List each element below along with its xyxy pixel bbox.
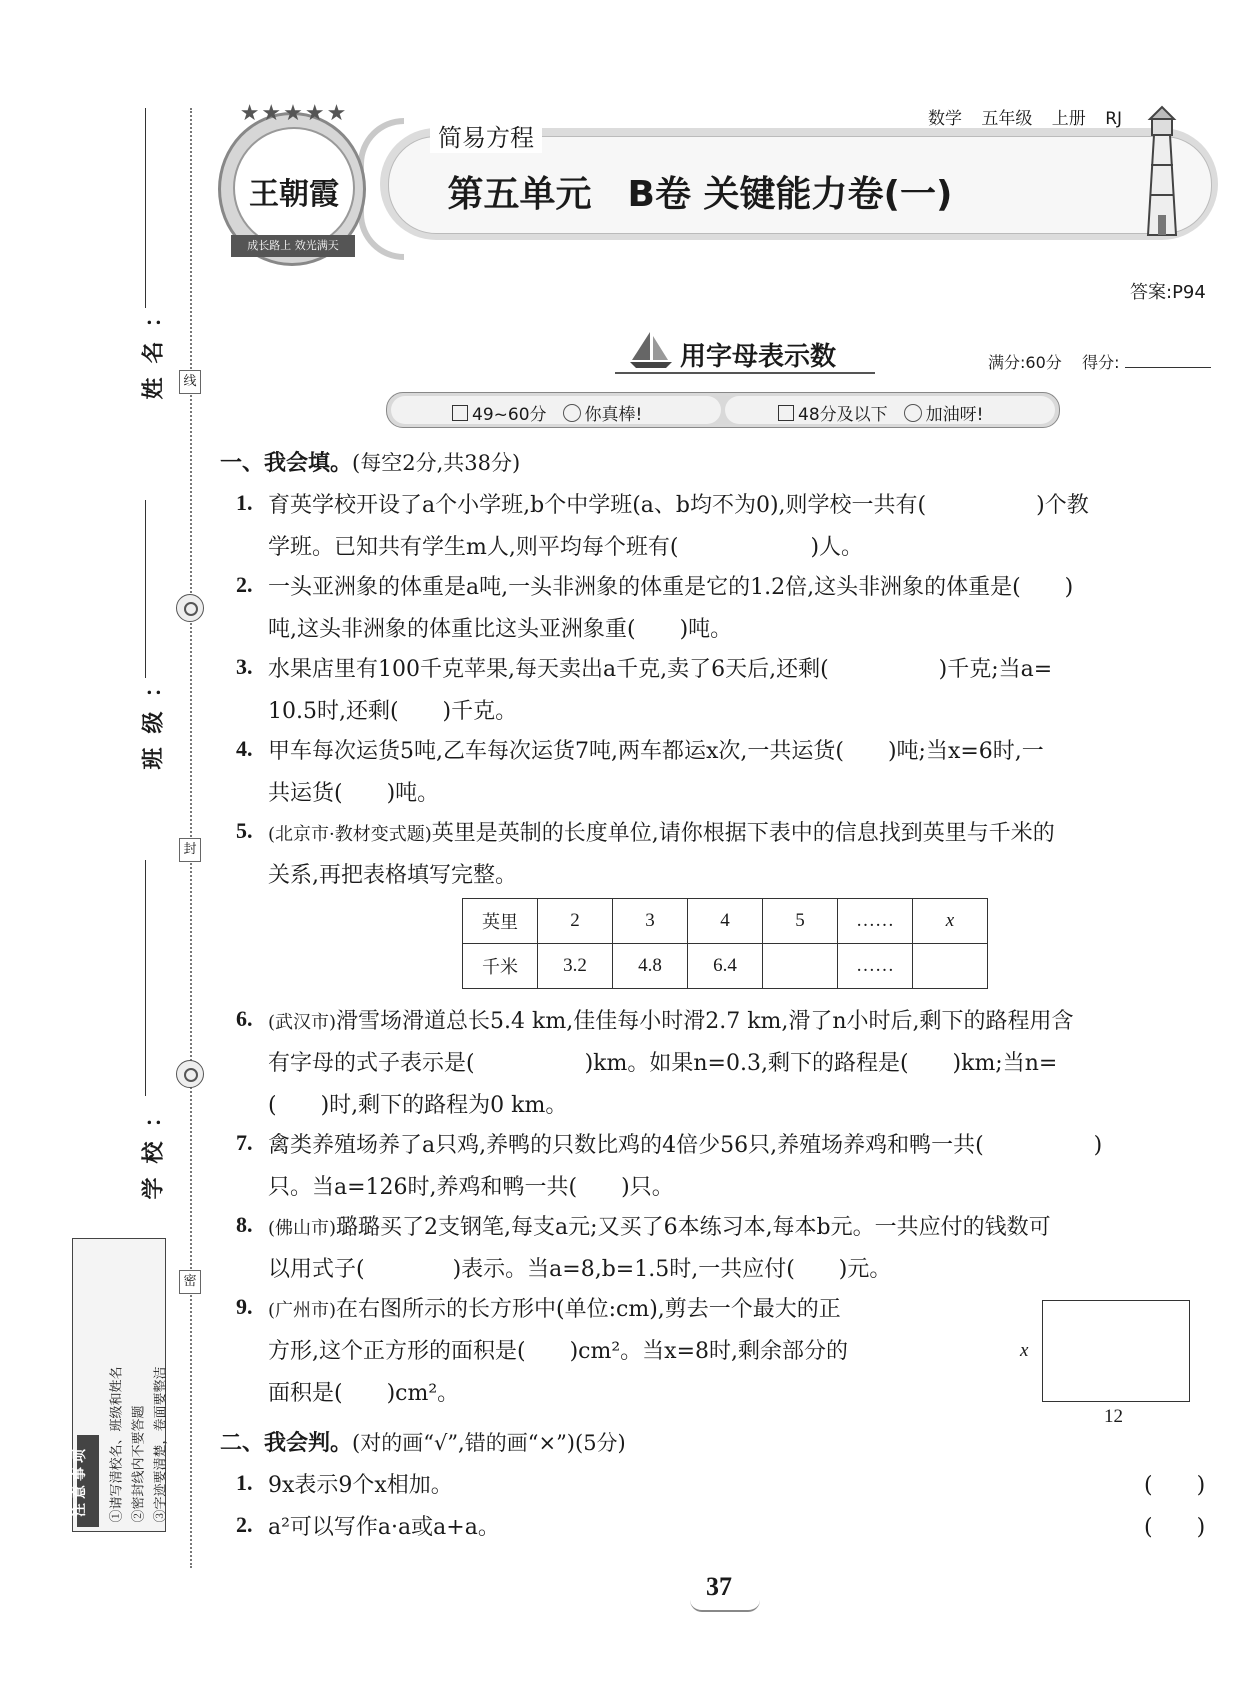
question-text: 10.5时,还剩( )千克。 [268, 699, 518, 724]
question-text: 以用式子( )表示。当a=8,b=1.5时,一共应付( )元。 [268, 1257, 892, 1282]
question-source: (武汉市) [268, 1012, 337, 1033]
notice-title: 注意事项 [77, 1435, 99, 1527]
table-row [463, 944, 988, 989]
table-cell: 英里 [463, 899, 538, 944]
question-text: 吨,这头非洲象的体重比这头亚洲象重( )吨。 [268, 617, 733, 642]
section-title: 用字母表示数 [680, 342, 837, 372]
question-number: 5. [236, 818, 253, 843]
notice-item: ①请写清校名、班级和姓名 [109, 1366, 125, 1523]
question-text: 只。当a=126时,养鸡和鸭一共( )只。 [268, 1175, 674, 1200]
table-cell: 6.4 [688, 944, 763, 989]
mile-km-table [462, 898, 988, 989]
question-text: 一头亚洲象的体重是a吨,一头非洲象的体重是它的1.2倍,这头非洲象的体重是( ) [268, 575, 1074, 600]
question-number: 2. [236, 1512, 253, 1537]
question-text: (佛山市)璐璐买了2支钢笔,每支a元;又买了6本练习本,每本b元。一共应付的钱数可 [268, 1215, 1051, 1240]
seal-char-xian: 线 [179, 370, 201, 394]
table-cell: 5 [763, 899, 838, 944]
score-line [988, 350, 1211, 373]
question-number: 4. [236, 736, 253, 761]
question-number: 7. [236, 1130, 253, 1155]
smiley-icon [563, 404, 581, 422]
table-cell: 2 [538, 899, 613, 944]
part1-heading: 一、我会填。(每空2分,共38分) [220, 451, 521, 476]
answer-cell[interactable] [913, 944, 988, 989]
notice-box [72, 1238, 169, 1532]
section-underline [615, 372, 875, 374]
table-cell: 4.8 [613, 944, 688, 989]
sailboat-icon [628, 330, 674, 370]
cheer-icon [904, 404, 922, 422]
grade-low: 48分及以下 加油呀! [778, 400, 983, 425]
part2-heading: 二、我会判。(对的画“√”,错的画“×”)(5分) [220, 1431, 626, 1456]
full-score: 满分:60分 [988, 353, 1062, 372]
question-text: 面积是( )cm²。 [268, 1381, 460, 1406]
question-source: (佛山市) [268, 1218, 337, 1239]
question-text: 方形,这个正方形的面积是( )cm²。当x=8时,剩余部分的 [268, 1339, 848, 1364]
logo-name: 王朝霞 [249, 177, 339, 212]
question-text: (北京市·教材变式题)英里是英制的长度单位,请你根据下表中的信息找到英里与千米的 [268, 821, 1055, 846]
logo-ribbon: 成长路上 效光满天 [231, 235, 355, 257]
question-text: 9x表示9个x相加。 [268, 1473, 453, 1498]
table-cell: …… [838, 899, 913, 944]
table-cell: x [913, 899, 988, 944]
question-text: 学班。已知共有学生m人,则平均每个班有( )人。 [268, 535, 864, 560]
table-cell: …… [838, 944, 913, 989]
question-number: 1. [236, 490, 253, 515]
question-text: 水果店里有100千克苹果,每天卖出a千克,卖了6天后,还剩( )千克;当a= [268, 657, 1053, 682]
page-title: 第五单元 B卷 关键能力卷(一) [447, 174, 953, 215]
question-number: 1. [236, 1470, 253, 1495]
score-label: 得分: [1082, 353, 1120, 372]
answer-reference: 答案:P94 [1130, 282, 1206, 303]
table-cell: 3 [613, 899, 688, 944]
question-number: 9. [236, 1294, 253, 1319]
grade-low-checkbox[interactable] [778, 405, 794, 421]
rectangle-figure [1042, 1300, 1190, 1402]
notice-item: ②密封线内不要答题 [131, 1405, 147, 1523]
name-label: 姓名： [141, 291, 167, 400]
answer-blank[interactable]: ( ) [1144, 1473, 1206, 1498]
school-label: 学校： [141, 1091, 167, 1200]
topic-label: 简易方程 [430, 118, 542, 153]
notice-item: ③字迹要清楚，卷面要整洁 [153, 1366, 169, 1523]
question-number: 3. [236, 654, 253, 679]
school-field[interactable] [145, 860, 146, 1096]
class-label: 班级： [141, 661, 167, 770]
wave-decoration [690, 1600, 760, 1612]
table-cell: 4 [688, 899, 763, 944]
table-row [463, 899, 988, 944]
seal-char-mi: 密 [179, 1270, 201, 1294]
question-text: 甲车每次运货5吨,乙车每次运货7吨,两车都运x次,一共运货( )吨;当x=6时,一 [268, 739, 1044, 764]
figure-side-label: x [1020, 1340, 1029, 1361]
question-number: 2. [236, 572, 253, 597]
grade-high: 49~60分 你真棒! [452, 400, 642, 425]
figure-bottom-label: 12 [1104, 1406, 1123, 1427]
answer-blank[interactable]: ( ) [1144, 1515, 1206, 1540]
table-cell: 3.2 [538, 944, 613, 989]
question-text: 有字母的式子表示是( )km。如果n=0.3,剩下的路程是( )km;当n= [268, 1051, 1058, 1076]
grade-high-checkbox[interactable] [452, 405, 468, 421]
question-text: (广州市)在右图所示的长方形中(单位:cm),剪去一个最大的正 [268, 1297, 841, 1322]
table-cell: 千米 [463, 944, 538, 989]
book-meta: 数学 五年级 上册 RJ [928, 109, 1123, 129]
question-text: (武汉市)滑雪场滑道总长5.4 km,佳佳每小时滑2.7 km,滑了n小时后,剩下的路程用含 [268, 1009, 1074, 1034]
question-text: 关系,再把表格填写完整。 [268, 863, 517, 888]
seal-emblem-icon [176, 1060, 204, 1088]
question-source: (广州市) [268, 1300, 337, 1321]
question-text: 育英学校开设了a个小学班,b个中学班(a、b均不为0),则学校一共有( )个教 [268, 493, 1089, 518]
question-text: 共运货( )吨。 [268, 781, 440, 806]
seal-emblem-icon [176, 594, 204, 622]
question-source: (北京市·教材变式题) [268, 824, 432, 845]
seal-char-feng: 封 [179, 838, 201, 862]
question-text: 禽类养殖场养了a只鸡,养鸭的只数比鸡的4倍少56只,养殖场养鸡和鸭一共( ) [268, 1133, 1103, 1158]
brand-logo [218, 101, 366, 266]
page-number: 37 [706, 1572, 732, 1601]
score-field[interactable] [1125, 367, 1211, 368]
question-text: ( )时,剩下的路程为0 km。 [268, 1093, 568, 1118]
answer-cell[interactable] [763, 944, 838, 989]
logo-stars-icon: ★★★★★ [239, 101, 349, 126]
question-number: 8. [236, 1212, 253, 1237]
question-number: 6. [236, 1006, 253, 1031]
lighthouse-icon [1140, 105, 1184, 237]
question-text: a²可以写作a·a或a+a。 [268, 1515, 500, 1540]
name-field[interactable] [145, 108, 146, 308]
class-field[interactable] [145, 500, 146, 678]
